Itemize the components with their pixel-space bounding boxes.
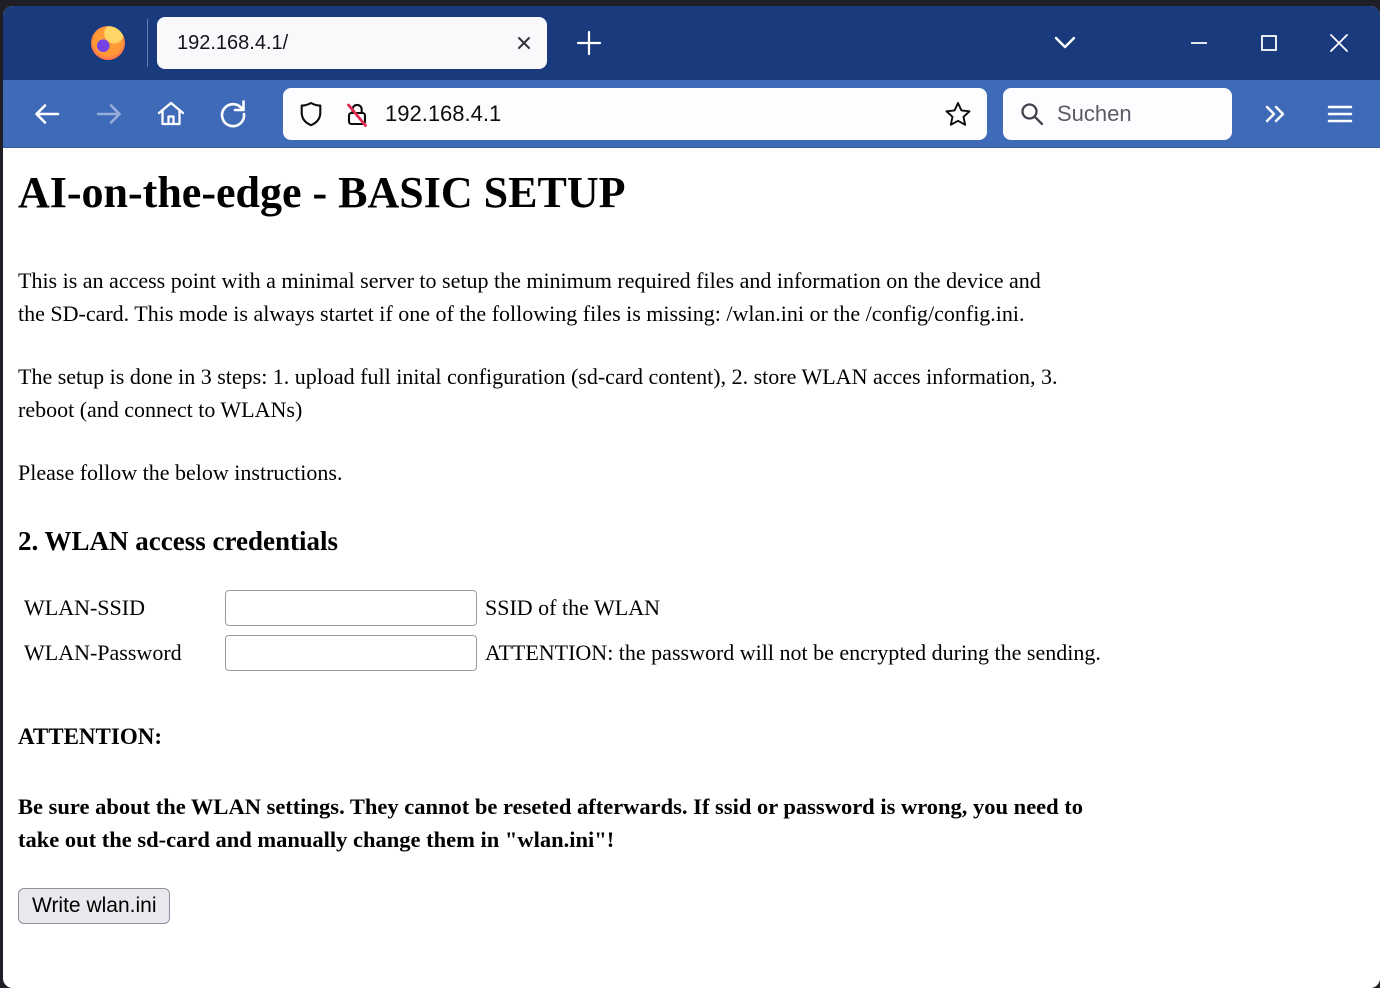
reload-icon xyxy=(216,97,250,131)
navigation-toolbar xyxy=(3,80,1380,148)
back-button[interactable] xyxy=(23,90,71,138)
reload-button[interactable] xyxy=(209,90,257,138)
write-wlan-ini-button[interactable]: Write wlan.ini xyxy=(18,888,170,924)
tab-title: 192.168.4.1/ xyxy=(177,31,289,54)
insecure-lock-icon[interactable] xyxy=(343,100,371,128)
warning-line2: take out the sd-card and manually change them in "wlan.ini"! xyxy=(18,827,615,852)
instructions-paragraph: Please follow the below instructions. xyxy=(18,460,343,485)
overflow-chevrons-button[interactable] xyxy=(1248,90,1304,138)
intro1-line1: This is an access point with a minimal server to setup the minimum required files and information on the device and xyxy=(18,268,1041,293)
browser-tab[interactable] xyxy=(157,17,547,69)
page-title: AI-on-the-edge - BASIC SETUP xyxy=(18,168,626,217)
chevron-down-icon xyxy=(1051,29,1079,57)
hamburger-menu-icon xyxy=(1325,99,1355,129)
forward-button[interactable] xyxy=(85,90,133,138)
warning-line1: Be sure about the WLAN settings. They cannot be reseted afterwards. If ssid or password is wrong, you need to xyxy=(18,794,1084,819)
attention-heading: ATTENTION: xyxy=(18,724,162,749)
bookmark-star-icon[interactable] xyxy=(943,99,973,129)
plus-icon xyxy=(574,28,604,58)
minimize-button[interactable] xyxy=(1170,21,1228,65)
intro-paragraph-2 xyxy=(18,360,1365,426)
section-heading: 2. WLAN access credentials xyxy=(18,526,338,556)
browser-window xyxy=(3,6,1380,988)
url-text[interactable]: 192.168.4.1 xyxy=(385,100,502,126)
password-label: WLAN-Password xyxy=(24,640,182,665)
table-row-ssid xyxy=(24,590,1102,626)
double-chevron-right-icon xyxy=(1261,99,1291,129)
home-button[interactable] xyxy=(147,90,195,138)
back-arrow-icon xyxy=(30,97,64,131)
attention-warning xyxy=(18,790,1365,856)
maximize-button[interactable] xyxy=(1240,21,1298,65)
firefox-view-icon[interactable] xyxy=(91,26,125,60)
forward-arrow-icon xyxy=(92,97,126,131)
search-placeholder[interactable]: Suchen xyxy=(1057,100,1132,126)
search-bar[interactable] xyxy=(1003,88,1232,140)
search-icon xyxy=(1019,101,1045,127)
close-icon xyxy=(1327,31,1351,55)
tab-close-icon[interactable] xyxy=(513,32,535,54)
wlan-credentials-table xyxy=(24,581,1102,680)
url-bar[interactable] xyxy=(283,88,987,140)
password-description: ATTENTION: the password will not be encrypted during the sending. xyxy=(485,640,1101,665)
intro2-line2: reboot (and connect to WLANs) xyxy=(18,397,303,422)
list-all-tabs-button[interactable] xyxy=(1045,23,1085,63)
maximize-icon xyxy=(1258,32,1280,54)
table-row-password xyxy=(24,635,1102,671)
ssid-input[interactable] xyxy=(225,590,477,626)
close-button[interactable] xyxy=(1310,21,1368,65)
tracking-protection-shield-icon[interactable] xyxy=(297,100,325,128)
intro-paragraph-1 xyxy=(18,264,1365,330)
window-controls xyxy=(1170,21,1380,65)
intro2-line1: The setup is done in 3 steps: 1. upload full inital configuration (sd-card content), 2. store WLAN acces information, 3. xyxy=(18,364,1058,389)
hamburger-menu-button[interactable] xyxy=(1312,90,1368,138)
ssid-description: SSID of the WLAN xyxy=(485,595,660,620)
intro1-line2: the SD-card. This mode is always startet if one of the following files is missing: /wlan.ini or the /config/config.ini. xyxy=(18,301,1025,326)
tab-strip xyxy=(3,6,1380,80)
tab-separator xyxy=(147,19,148,67)
home-icon xyxy=(154,97,188,131)
ssid-label: WLAN-SSID xyxy=(24,595,145,620)
minimize-icon xyxy=(1188,32,1210,54)
password-input[interactable] xyxy=(225,635,477,671)
new-tab-button[interactable] xyxy=(569,23,609,63)
web-page xyxy=(3,148,1380,988)
